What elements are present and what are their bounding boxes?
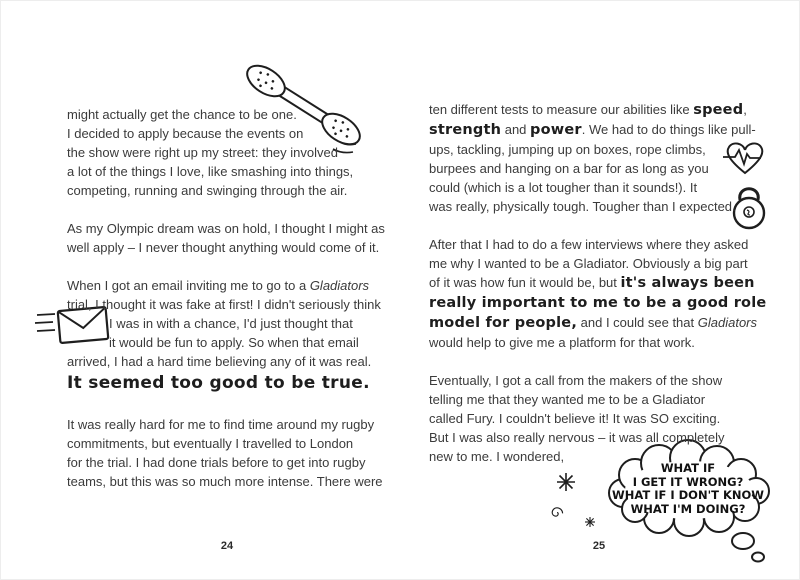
text-line: burpees and hanging on a bar for as long as you	[429, 161, 709, 176]
text-line: After that I had to do a few interviews where they asked	[429, 237, 749, 252]
paragraph	[67, 415, 403, 491]
text-line: was really, physically tough. Tougher than I expected.	[429, 199, 736, 214]
page-number-left: 24	[220, 540, 234, 552]
paragraph	[429, 100, 781, 216]
text-line: But I was also really nervous – it was all completely	[429, 430, 725, 445]
text-line: would help to give me a platform for that work.	[429, 335, 695, 350]
text-line: As my Olympic dream was on hold, I thought I might as	[67, 221, 385, 236]
thought-bubble-text	[607, 462, 769, 516]
text-line: ten different tests to measure our abilities like speed,	[429, 102, 747, 118]
text-line: it would be fun to apply. So when that email	[109, 335, 359, 350]
bubble-line: WHAT IF I DON'T KNOW	[612, 488, 764, 502]
bubble-line: WHAT IF	[660, 461, 716, 475]
paragraph	[429, 371, 781, 466]
text-line: me why I wanted to be a Gladiator. Obviously a big part	[429, 256, 748, 271]
text-line: competing, running and swinging through the air.	[67, 183, 348, 198]
paragraph	[67, 276, 403, 396]
page-number-right: 25	[592, 540, 606, 552]
text-line: of it was how fun it would be, but it's always been	[429, 275, 755, 291]
text-line-emphasis: really important to me to be a good role	[429, 295, 767, 311]
text-line: for the trial. I had done trials before to get into rugby	[67, 455, 366, 470]
text-line: arrived, I had a hard time believing any of it was real.	[67, 354, 372, 369]
text-line: new to me. I wondered,	[429, 449, 565, 464]
text-line: called Fury. I couldn't believe it! It was SO exciting.	[429, 411, 721, 426]
text-line: the show were right up my street: they involved	[67, 145, 338, 160]
paragraph	[67, 219, 403, 257]
text-line: teams, but this was so much more intense. There were	[67, 474, 383, 489]
text-line: commitments, but eventually I travelled to London	[67, 436, 354, 451]
text-line: could (which is a lot tougher than it sounds!). It	[429, 180, 698, 195]
text-line: ups, tackling, jumping up on boxes, rope climbs,	[429, 142, 706, 157]
text-line: I was in with a chance, I'd just thought that	[109, 316, 353, 331]
text-line: model for people, and I could see that Gladiators	[429, 315, 757, 331]
left-page-text	[67, 105, 403, 491]
asterisk-doodle-icon	[557, 473, 575, 491]
text-line: might actually get the chance to be one.	[67, 107, 297, 122]
text-line: Eventually, I got a call from the makers of the show	[429, 373, 723, 388]
text-line-emphasis: It seemed too good to be true.	[67, 373, 370, 393]
text-line: It was really hard for me to find time around my rugby	[67, 417, 375, 432]
spiral-doodle-icon	[549, 503, 565, 519]
paragraph	[67, 105, 403, 200]
text-line: trial, I thought it was fake at first! I didn't seriously think	[67, 297, 381, 312]
text-line: telling me that they wanted me to be a Gladiator	[429, 392, 706, 407]
text-line: well apply – I never thought anything would come of it.	[67, 240, 380, 255]
text-line: When I got an email inviting me to go to a Gladiators	[67, 278, 370, 293]
text-line: I decided to apply because the events on	[67, 126, 304, 141]
text-line: strength and power. We had to do things like pull-	[429, 122, 756, 138]
right-page-text	[429, 100, 781, 466]
text-line: a lot of the things I love, like smashing into things,	[67, 164, 354, 179]
paragraph	[429, 235, 781, 352]
bubble-line: WHAT I'M DOING?	[630, 501, 746, 516]
bubble-line: I GET IT WRONG?	[632, 474, 744, 489]
